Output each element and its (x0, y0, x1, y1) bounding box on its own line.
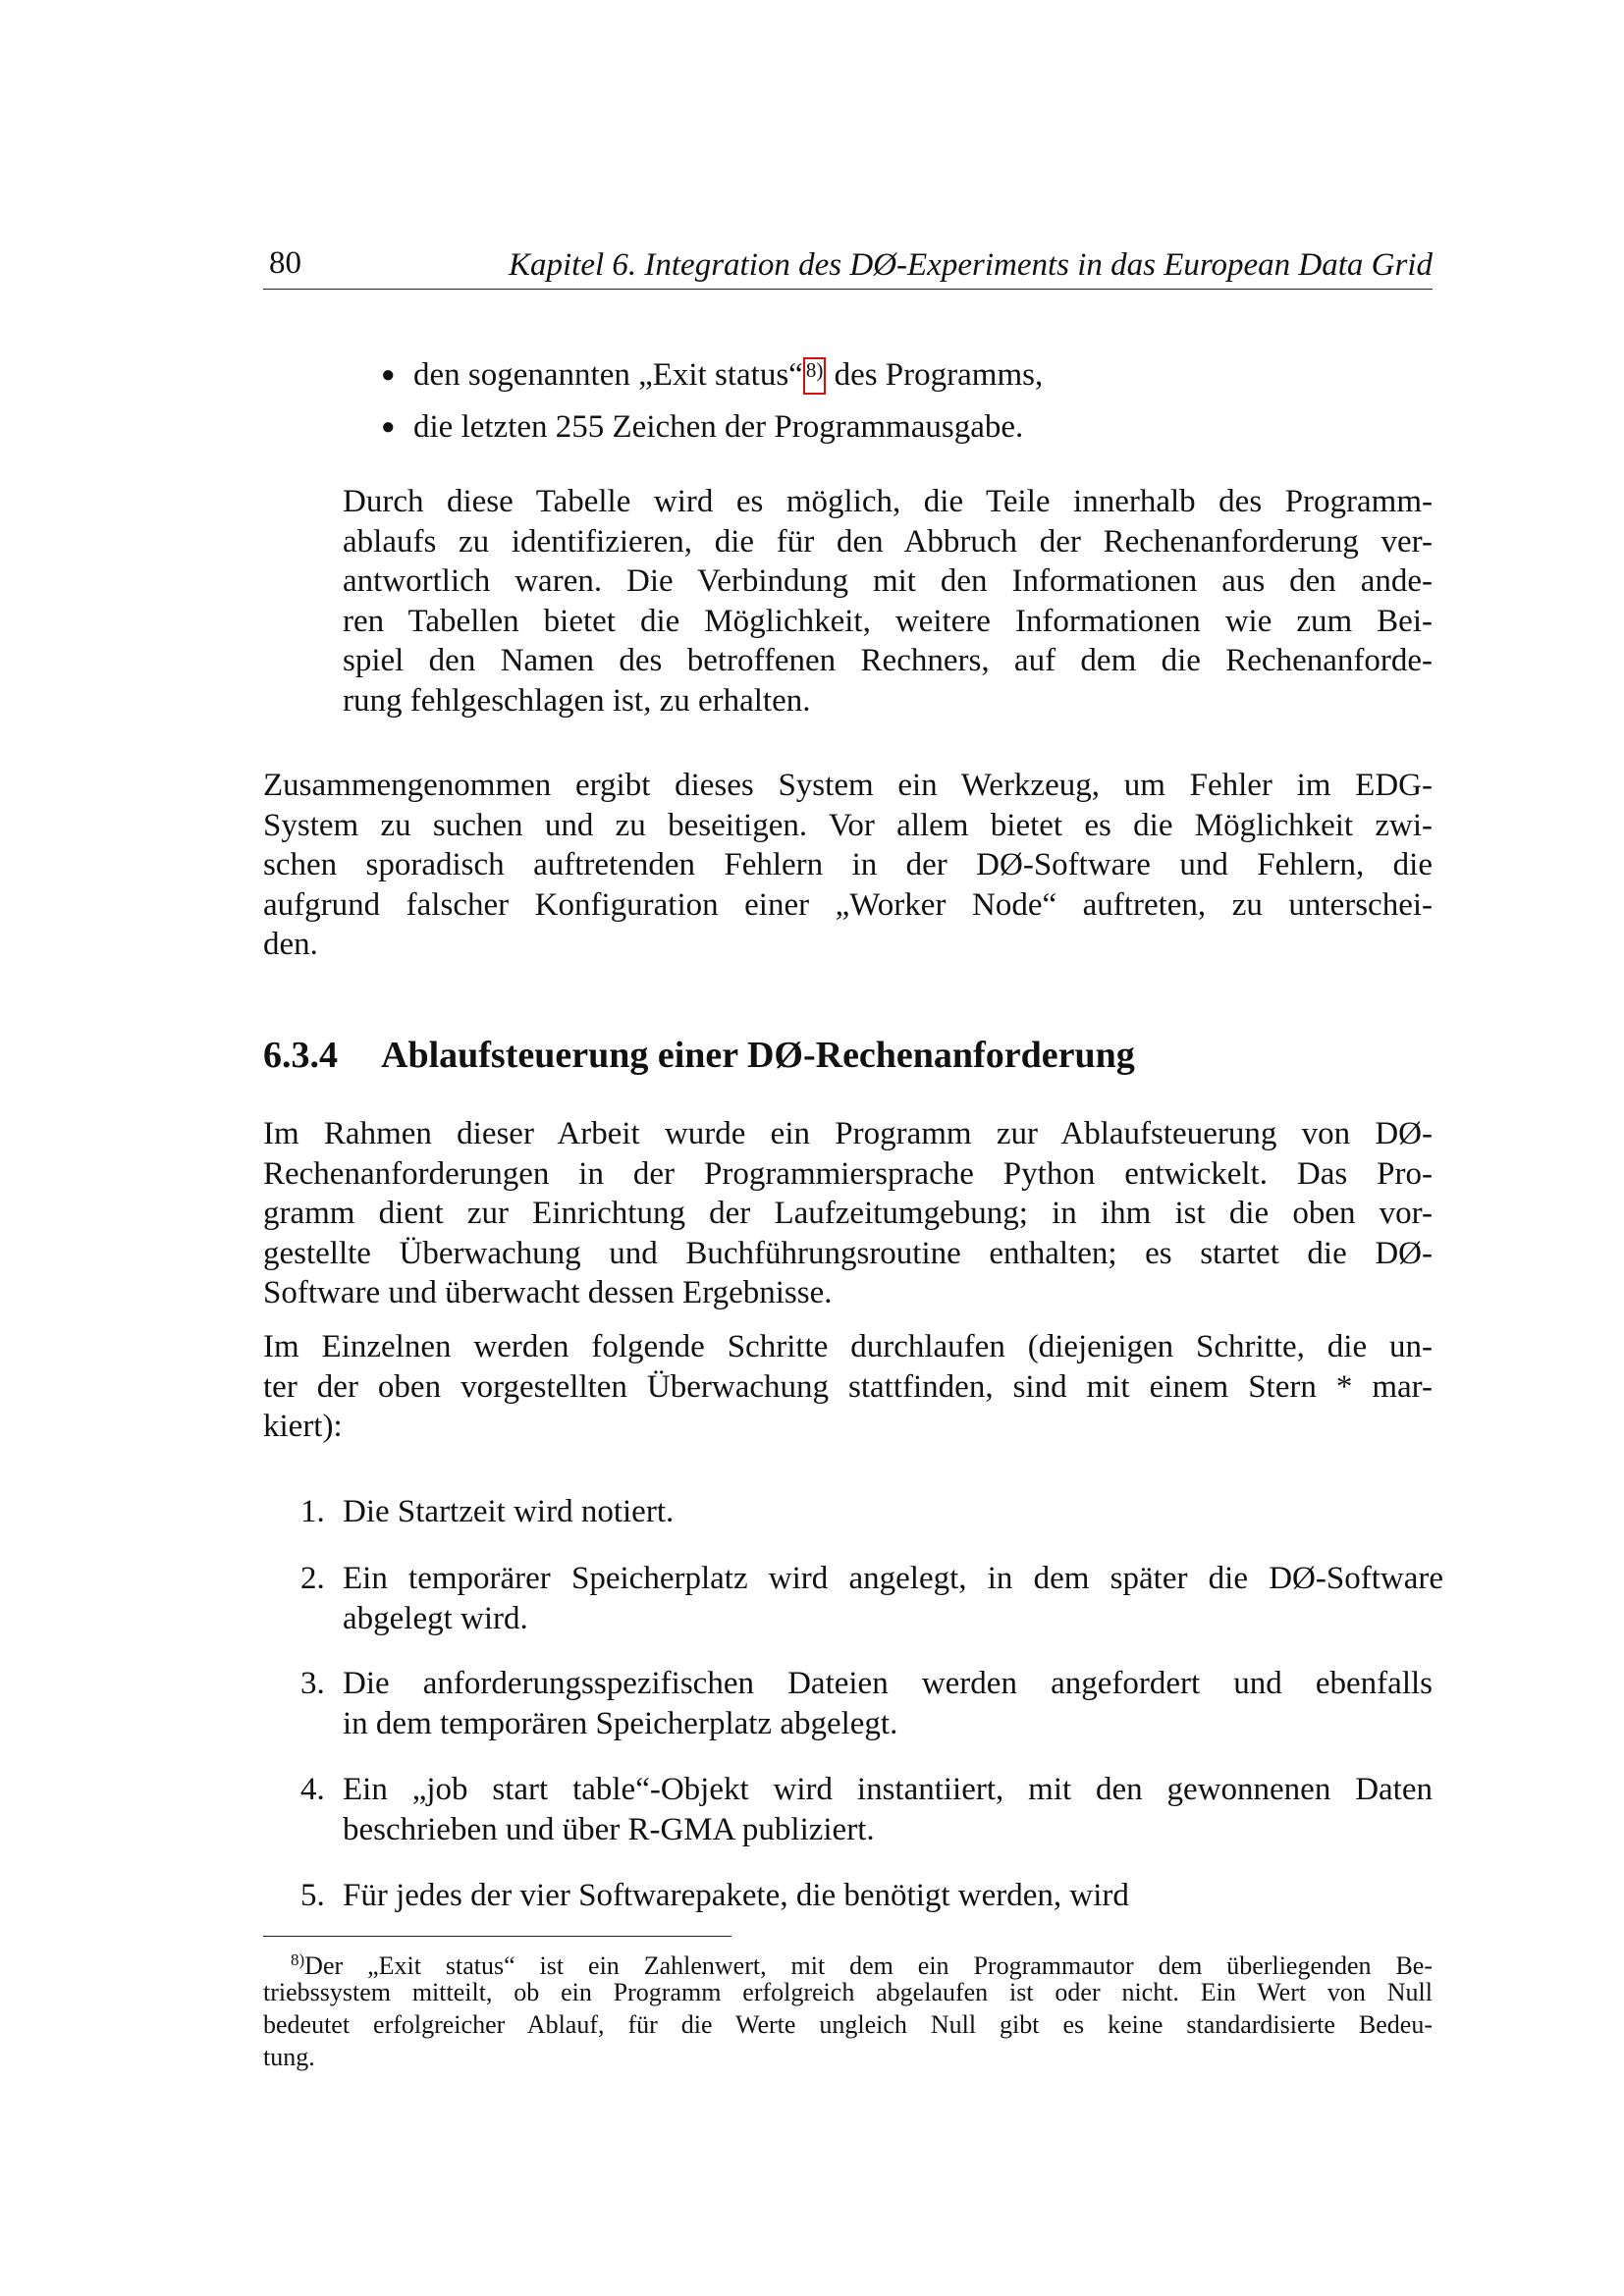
section-title: Ablaufsteuerung einer DØ-Rechenanforderung (381, 1035, 1135, 1076)
text-line: Im Einzelnen werden folgende Schritte durchlaufen (diejenigen Schritte, die un- (263, 1329, 1433, 1364)
step-text: Ein temporärer Speicherplatz wird angelegt, in dem später die DØ-Software (343, 1561, 1443, 1596)
step-text: beschrieben und über R-GMA publiziert. (343, 1811, 875, 1847)
text-line: gramm dient zur Einrichtung der Laufzeitumgebung; in ihm ist die oben vor- (263, 1196, 1433, 1232)
footnote-line (291, 1944, 1433, 1980)
step-text: Ein „job start table“-Objekt wird instantiiert, mit den gewonnenen Daten (343, 1772, 1433, 1807)
step-number: 4. (300, 1772, 325, 1807)
text-line: antwortlich waren. Die Verbindung mit den Informationen aus den ande- (343, 563, 1433, 600)
chapter-title: Kapitel 6. Integration des DØ-Experiments in das European Data Grid (508, 247, 1433, 283)
footnote-line: triebssystem mitteilt, ob ein Programm erfolgreich abgelaufen ist oder nicht. Ein Wert von Null (263, 1978, 1433, 2006)
text-line: schen sporadisch auftretenden Fehlern in der DØ-Software und Fehlern, die (263, 847, 1433, 883)
text-line: Durch diese Tabelle wird es möglich, die Teile innerhalb des Programm- (343, 484, 1433, 519)
text-line: ablaufs zu identifizieren, die für den Abbruch der Rechenanforderung ver- (343, 523, 1433, 560)
text-line: Rechenanforderungen in der Programmiersprache Python entwickelt. Das Pro- (263, 1155, 1433, 1192)
step-number: 3. (300, 1666, 325, 1701)
page-number: 80 (269, 245, 301, 281)
bullet-item: die letzten 255 Zeichen der Programmausgabe. (413, 409, 1024, 445)
footnote-text: Der „Exit status“ ist ein Zahlenwert, mit dem ein Programmautor dem überliegenden Be- (304, 1951, 1433, 1980)
text-line: Zusammengenommen ergibt dieses System ein Werkzeug, um Fehler im EDG- (263, 768, 1433, 803)
footnote-marker: 8) (291, 1950, 305, 1969)
footnote-line: bedeutet erfolgreicher Ablauf, für die Werte ungleich Null gibt es keine standardisierte Bedeu- (263, 2010, 1433, 2039)
bullet-icon: ● (381, 362, 396, 388)
running-header (263, 243, 1433, 287)
text-line: kiert): (263, 1409, 343, 1445)
header-rule (263, 289, 1433, 290)
step-text: abgelegt wird. (343, 1600, 528, 1636)
text-line: den. (263, 927, 318, 963)
text-line: ter der oben vorgestellten Überwachung stattfinden, sind mit einem Stern * mar- (263, 1368, 1433, 1405)
text-line: Software und überwacht dessen Ergebnisse. (263, 1275, 833, 1311)
section-number: 6.3.4 (263, 1035, 338, 1076)
step-text: Für jedes der vier Softwarepakete, die benötigt werden, wird (343, 1878, 1129, 1913)
text-line: ren Tabellen bietet die Möglichkeit, weitere Informationen wie zum Bei- (343, 603, 1433, 639)
text-line: spiel den Namen des betroffenen Rechners, auf dem die Rechenanforde- (343, 643, 1433, 679)
text-line: Im Rahmen dieser Arbeit wurde ein Programm zur Ablaufsteuerung von DØ- (263, 1116, 1433, 1151)
bullet-icon: ● (381, 414, 396, 440)
step-number: 2. (300, 1561, 325, 1596)
text-line: gestellte Überwachung und Buchführungsroutine enthalten; es startet die DØ- (263, 1235, 1433, 1271)
step-number: 1. (300, 1494, 325, 1529)
bullet-text: den sogenannten „Exit status“ (413, 357, 803, 393)
bullet-text: des Programms, (826, 357, 1044, 393)
step-text: in dem temporären Speicherplatz abgelegt. (343, 1705, 898, 1741)
bullet-item (413, 355, 1043, 395)
step-text: Die Startzeit wird notiert. (343, 1494, 675, 1529)
text-line: System zu suchen und zu beseitigen. Vor allem bietet es die Möglichkeit zwi- (263, 807, 1433, 843)
text-line: aufgrund falscher Konfiguration einer „Worker Node“ auftreten, zu unterschei- (263, 886, 1433, 923)
footnote-reference-link[interactable]: 8) (803, 357, 827, 395)
footnote-rule (263, 1936, 731, 1937)
footnote-line: tung. (263, 2043, 315, 2071)
step-text: Die anforderungsspezifischen Dateien werden angefordert und ebenfalls (343, 1666, 1433, 1701)
text-line: rung fehlgeschlagen ist, zu erhalten. (343, 683, 811, 719)
step-number: 5. (300, 1878, 325, 1913)
